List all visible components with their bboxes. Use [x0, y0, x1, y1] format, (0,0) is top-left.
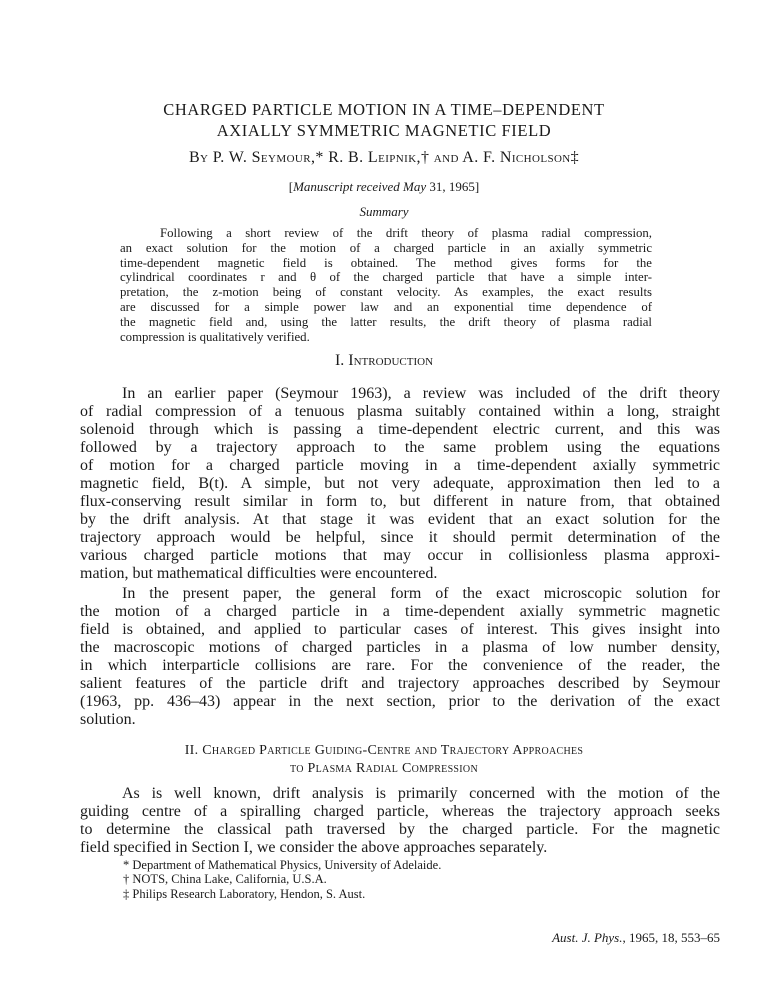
text-line: compression is qualitatively verified.	[120, 329, 310, 344]
text-line: the macroscopic motions of charged particles in a plasma of low number density,	[80, 639, 720, 656]
section-2-heading-line-2: to Plasma Radial Compression	[290, 761, 478, 776]
text-line: Following a short review of the drift theory of plasma radial compression,	[160, 226, 652, 240]
text-line: magnetic field, B(t). A simple, but not very adequate, approximation then led to a	[80, 475, 720, 492]
text-line: trajectory approach would be helpful, since it should permit determination of the	[80, 529, 720, 546]
journal-citation	[552, 930, 720, 946]
text-line: solution.	[80, 711, 136, 728]
text-line: cylindrical coordinates r and θ of the charged particle that have a simple inter-	[120, 270, 652, 285]
text-line: As is well known, drift analysis is primarily concerned with the motion of the	[122, 785, 720, 802]
text-line: solenoid through which is passing a time-dependent electric current, and this was	[80, 421, 720, 438]
text-line: followed by a trajectory approach to the same problem using the equations	[80, 439, 720, 456]
text-line: time-dependent magnetic field is obtained. The method gives forms for the	[120, 255, 652, 270]
authors: By P. W. Seymour,* R. B. Leipnik,† and A. F. Nicholson‡	[188, 149, 580, 166]
text-line: in which interparticle collisions are rare. For the convenience of the reader, the	[80, 657, 720, 674]
text-line: the magnetic field and, using the latter results, the drift theory of plasma radial	[120, 314, 652, 329]
text-line: flux-conserving result similar in form to, but different in nature from, that obtained	[80, 493, 720, 510]
summary-heading: Summary	[359, 204, 409, 219]
footnote-3: ‡ Philips Research Laboratory, Hendon, S. Aust.	[123, 887, 366, 901]
paper-title-line-2: AXIALLY SYMMETRIC MAGNETIC FIELD	[216, 121, 552, 140]
text-line: to determine the classical path traversed by the charged particle. For the magnetic	[80, 821, 720, 838]
text-line: of motion for a charged particle moving in a time-dependent axially symmetric	[80, 457, 720, 474]
text-line: by the drift analysis. At that stage it was evident that an exact solution for the	[80, 511, 720, 528]
text-line: (1963, pp. 436–43) appear in the next section, prior to the derivation of the exact	[80, 693, 720, 710]
text-line: various charged particle motions that may occur in collisionless plasma approxi-	[80, 547, 720, 564]
footnote-2: † NOTS, China Lake, California, U.S.A.	[123, 872, 327, 886]
text-line: salient features of the particle drift and trajectory approaches described by Seymour	[80, 675, 720, 692]
section-1-heading: I. Introduction	[334, 352, 434, 369]
text-line: of radial compression of a tenuous plasma suitably contained within a long, straight	[80, 403, 720, 420]
section-2-heading-line-1: II. Charged Particle Guiding-Centre and Trajectory Approaches	[184, 743, 584, 758]
text-line: an exact solution for the motion of a charged particle in an axially symmetric	[120, 240, 652, 255]
text-line: In an earlier paper (Seymour 1963), a review was included of the drift theory	[122, 385, 720, 402]
manuscript-received: [Manuscript received May 31, 1965]	[288, 179, 480, 194]
paper-title-line-1: CHARGED PARTICLE MOTION IN A TIME–DEPENDENT	[163, 100, 605, 119]
manuscript-date: 31, 1965	[429, 179, 475, 194]
footnote-1: * Department of Mathematical Physics, University of Adelaide.	[123, 858, 442, 872]
text-line: are discussed for a simple power law and an exponential time dependence of	[120, 300, 652, 314]
text-line: mation, but mathematical difficulties were encountered.	[80, 565, 438, 582]
text-line: field specified in Section I, we consider the above approaches separately.	[80, 839, 548, 856]
text-line: pretation, the z-motion being of constant velocity. As examples, the exact results	[120, 285, 652, 300]
text-line: the motion of a charged particle in a time-dependent axially symmetric magnetic	[80, 603, 720, 620]
text-line: field is obtained, and applied to particular cases of interest. This gives insight into	[80, 621, 720, 638]
journal-name: Aust. J. Phys.	[552, 930, 623, 945]
citation-details: , 1965, 18, 553–65	[622, 930, 720, 945]
text-line: guiding centre of a spiralling charged particle, whereas the trajectory approach seeks	[80, 803, 720, 820]
manuscript-label: Manuscript received May	[293, 179, 427, 194]
text-line: In the present paper, the general form of the exact microscopic solution for	[122, 585, 720, 602]
